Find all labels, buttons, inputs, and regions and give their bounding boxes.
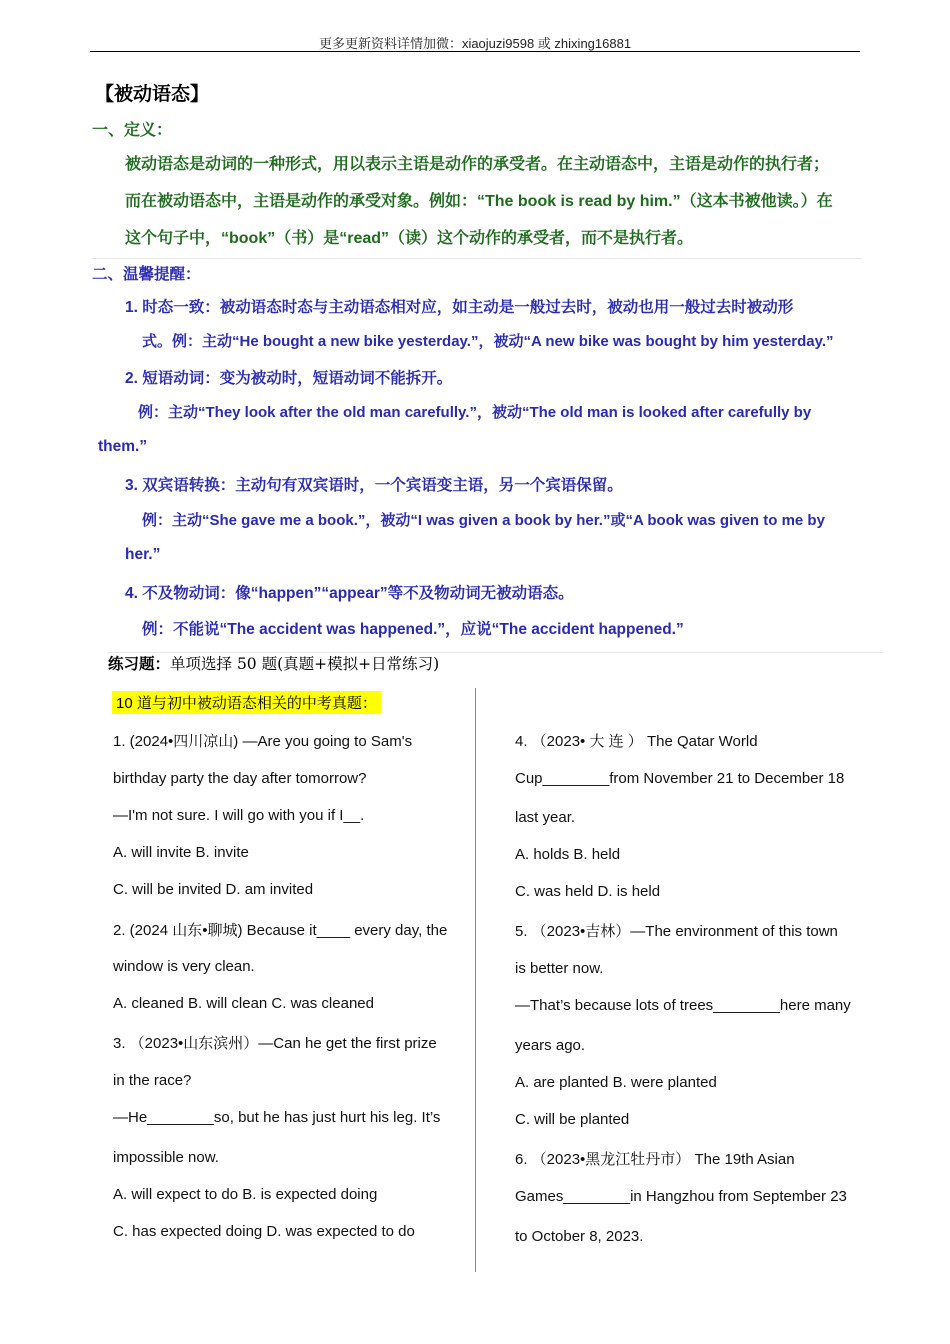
practice-label: 练习题： — [108, 656, 171, 673]
answer-options: A. are planted B. were planted — [515, 1074, 717, 1091]
tip-line: 式。例：主动“He bought a new bike yesterday.”，被动“A new bike was bought by him yesterday.” — [142, 333, 834, 350]
practice-desc: 单项选择 50 题(真题+模拟+日常练习) — [170, 655, 440, 673]
question-line: in the race? — [113, 1072, 192, 1089]
question-line: Cup________from November 21 to December 18 — [515, 770, 845, 787]
column-divider — [475, 688, 476, 1272]
tip-line: 2. 短语动词：变为被动时，短语动词不能拆开。 — [125, 370, 453, 387]
question-line: —That’s because lots of trees________here many — [515, 997, 851, 1014]
answer-options: C. was held D. is held — [515, 883, 661, 900]
question-line: Games________in Hangzhou from September 23 — [515, 1188, 847, 1205]
question-line: last year. — [515, 809, 576, 826]
question-line: impossible now. — [113, 1149, 219, 1166]
question-line: 6. （2023•黑龙江牡丹市） The 19th Asian — [515, 1151, 795, 1168]
answer-options: C. will be invited D. am invited — [113, 881, 314, 898]
answer-options: A. will expect to do B. is expected doing — [113, 1186, 378, 1203]
answer-options: A. holds B. held — [515, 846, 621, 863]
highlighted-subheading: 10 道与初中被动语态相关的中考真题： — [112, 691, 381, 714]
page-title: 【被动语态】 — [95, 84, 210, 105]
tip-line: 例：主动“They look after the old man carefully.”，被动“The old man is looked after carefully by — [138, 404, 812, 421]
question-line: window is very clean. — [113, 958, 255, 975]
tip-line: 1. 时态一致：被动语态时态与主动语态相对应，如主动是一般过去时，被动也用一般过去时被动形 — [125, 299, 794, 316]
tips-heading: 二、温馨提醒： — [92, 266, 201, 283]
question-line: 4. （2023• 大 连 ） The Qatar World — [515, 733, 758, 750]
page-header: 更多更新资料详情加微：xiaojuzi9598 或 zhixing16881 — [318, 36, 632, 51]
definition-line: 这个句子中，“book”（书）是“read”（读）这个动作的承受者，而不是执行者。 — [125, 230, 694, 247]
question-line: 5. （2023•吉林）—The environment of this town — [515, 923, 838, 940]
tip-line: 4. 不及物动词：像“happen”“appear”等不及物动词无被动语态。 — [125, 585, 574, 602]
section-divider — [92, 258, 862, 259]
definition-line: 而在被动语态中，主语是动作的承受对象。例如：“The book is read by him.”（这本书被他读。）在 — [125, 193, 833, 210]
question-line: years ago. — [515, 1037, 586, 1054]
definition-line: 被动语态是动词的一种形式，用以表示主语是动作的承受者。在主动语态中，主语是动作的执行者； — [125, 156, 830, 173]
question-line: 2. (2024 山东•聊城) Because it____ every day, the — [113, 922, 448, 939]
question-line: is better now. — [515, 960, 604, 977]
question-line: birthday party the day after tomorrow? — [113, 770, 367, 787]
tip-line: 3. 双宾语转换：主动句有双宾语时，一个宾语变主语，另一个宾语保留。 — [125, 477, 623, 494]
tip-line: them.” — [98, 438, 148, 455]
question-line: to October 8, 2023. — [515, 1228, 644, 1245]
answer-options: C. has expected doing D. was expected to do — [113, 1223, 415, 1240]
answer-options: A. will invite B. invite — [113, 844, 249, 861]
question-line: —He________so, but he has just hurt his leg. It’s — [113, 1109, 441, 1126]
tip-line: 例：不能说“The accident was happened.”，应说“The accident happened.” — [142, 621, 684, 638]
tip-line: 例：主动“She gave me a book.”，被动“I was given a book by her.”或“A book was given to me by — [142, 512, 825, 529]
practice-heading — [108, 652, 439, 674]
answer-options: C. will be planted — [515, 1111, 630, 1128]
tip-line: her.” — [125, 546, 161, 563]
definition-heading: 一、定义： — [92, 122, 173, 139]
question-line: 1. (2024•四川凉山) —Are you going to Sam's — [113, 733, 413, 750]
header-divider — [90, 51, 860, 52]
question-line: —I'm not sure. I will go with you if I__. — [113, 807, 365, 824]
question-line: 3. （2023•山东滨州）—Can he get the first prize — [113, 1035, 437, 1052]
answer-options: A. cleaned B. will clean C. was cleaned — [113, 995, 374, 1012]
